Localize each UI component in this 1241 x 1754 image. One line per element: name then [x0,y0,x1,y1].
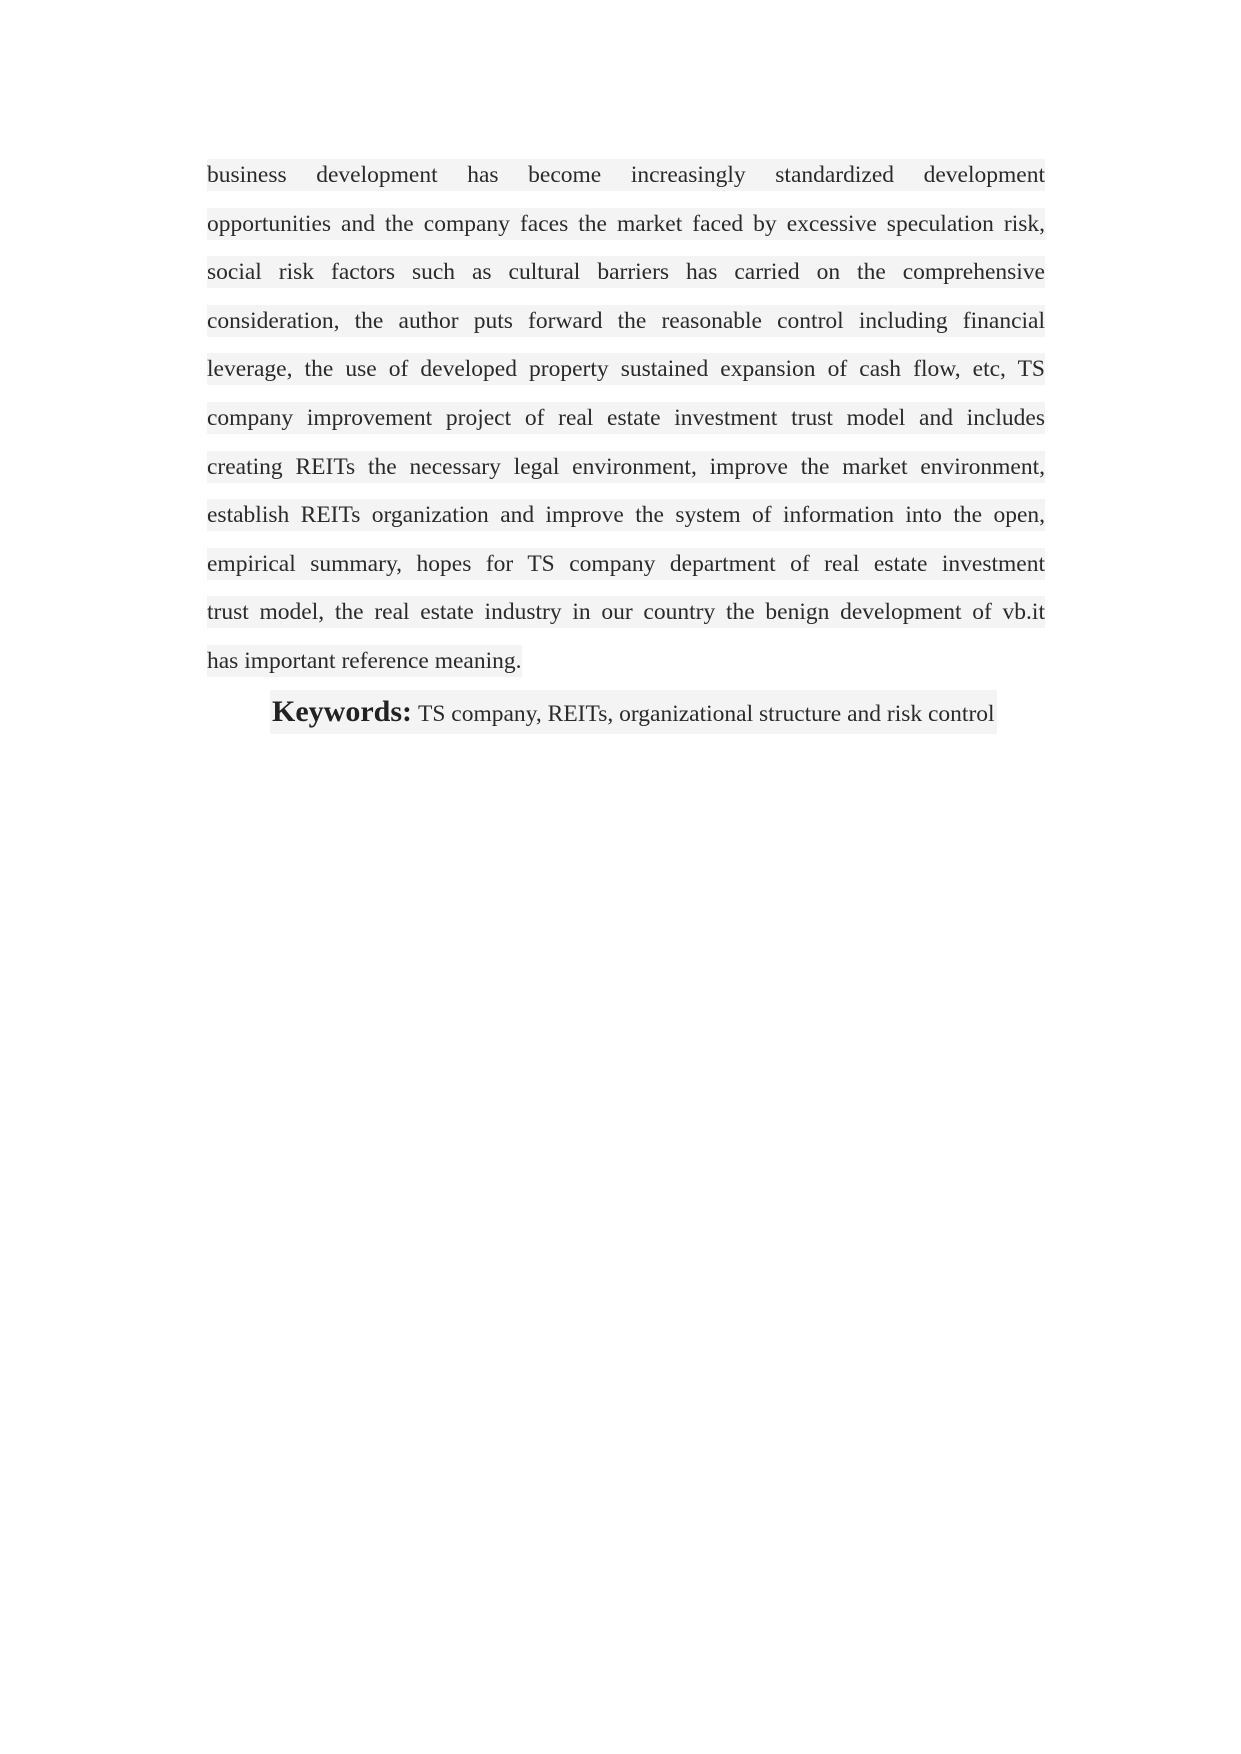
abstract-line-9: empirical summary, hopes for TS company department of real estate investment [207,540,1045,589]
keywords-value: TS company, REITs, organizational structure and risk control [417,701,995,727]
abstract-line-6: company improvement project of real estate investment trust model and includes [207,394,1045,443]
keywords-label: Keywords: [272,695,412,728]
abstract-line-3: social risk factors such as cultural barriers has carried on the comprehensive [207,248,1045,297]
abstract-line-2: opportunities and the company faces the market faced by excessive speculation risk, [207,200,1045,249]
abstract-line-10: trust model, the real estate industry in our country the benign development of vb.it [207,588,1045,637]
abstract-line-5: leverage, the use of developed property sustained expansion of cash flow, etc, TS [207,345,1045,394]
abstract-line-11: has important reference meaning. [207,637,1045,686]
abstract-line-8: establish REITs organization and improve the system of information into the open, [207,491,1045,540]
abstract-line-1: business development has become increasingly standardized development [207,151,1045,200]
abstract-line-7: creating REITs the necessary legal environment, improve the market environment, [207,443,1045,492]
abstract-line-4: consideration, the author puts forward the reasonable control including financial [207,297,1045,346]
keywords-line [270,690,997,734]
abstract-paragraph [207,151,1045,686]
